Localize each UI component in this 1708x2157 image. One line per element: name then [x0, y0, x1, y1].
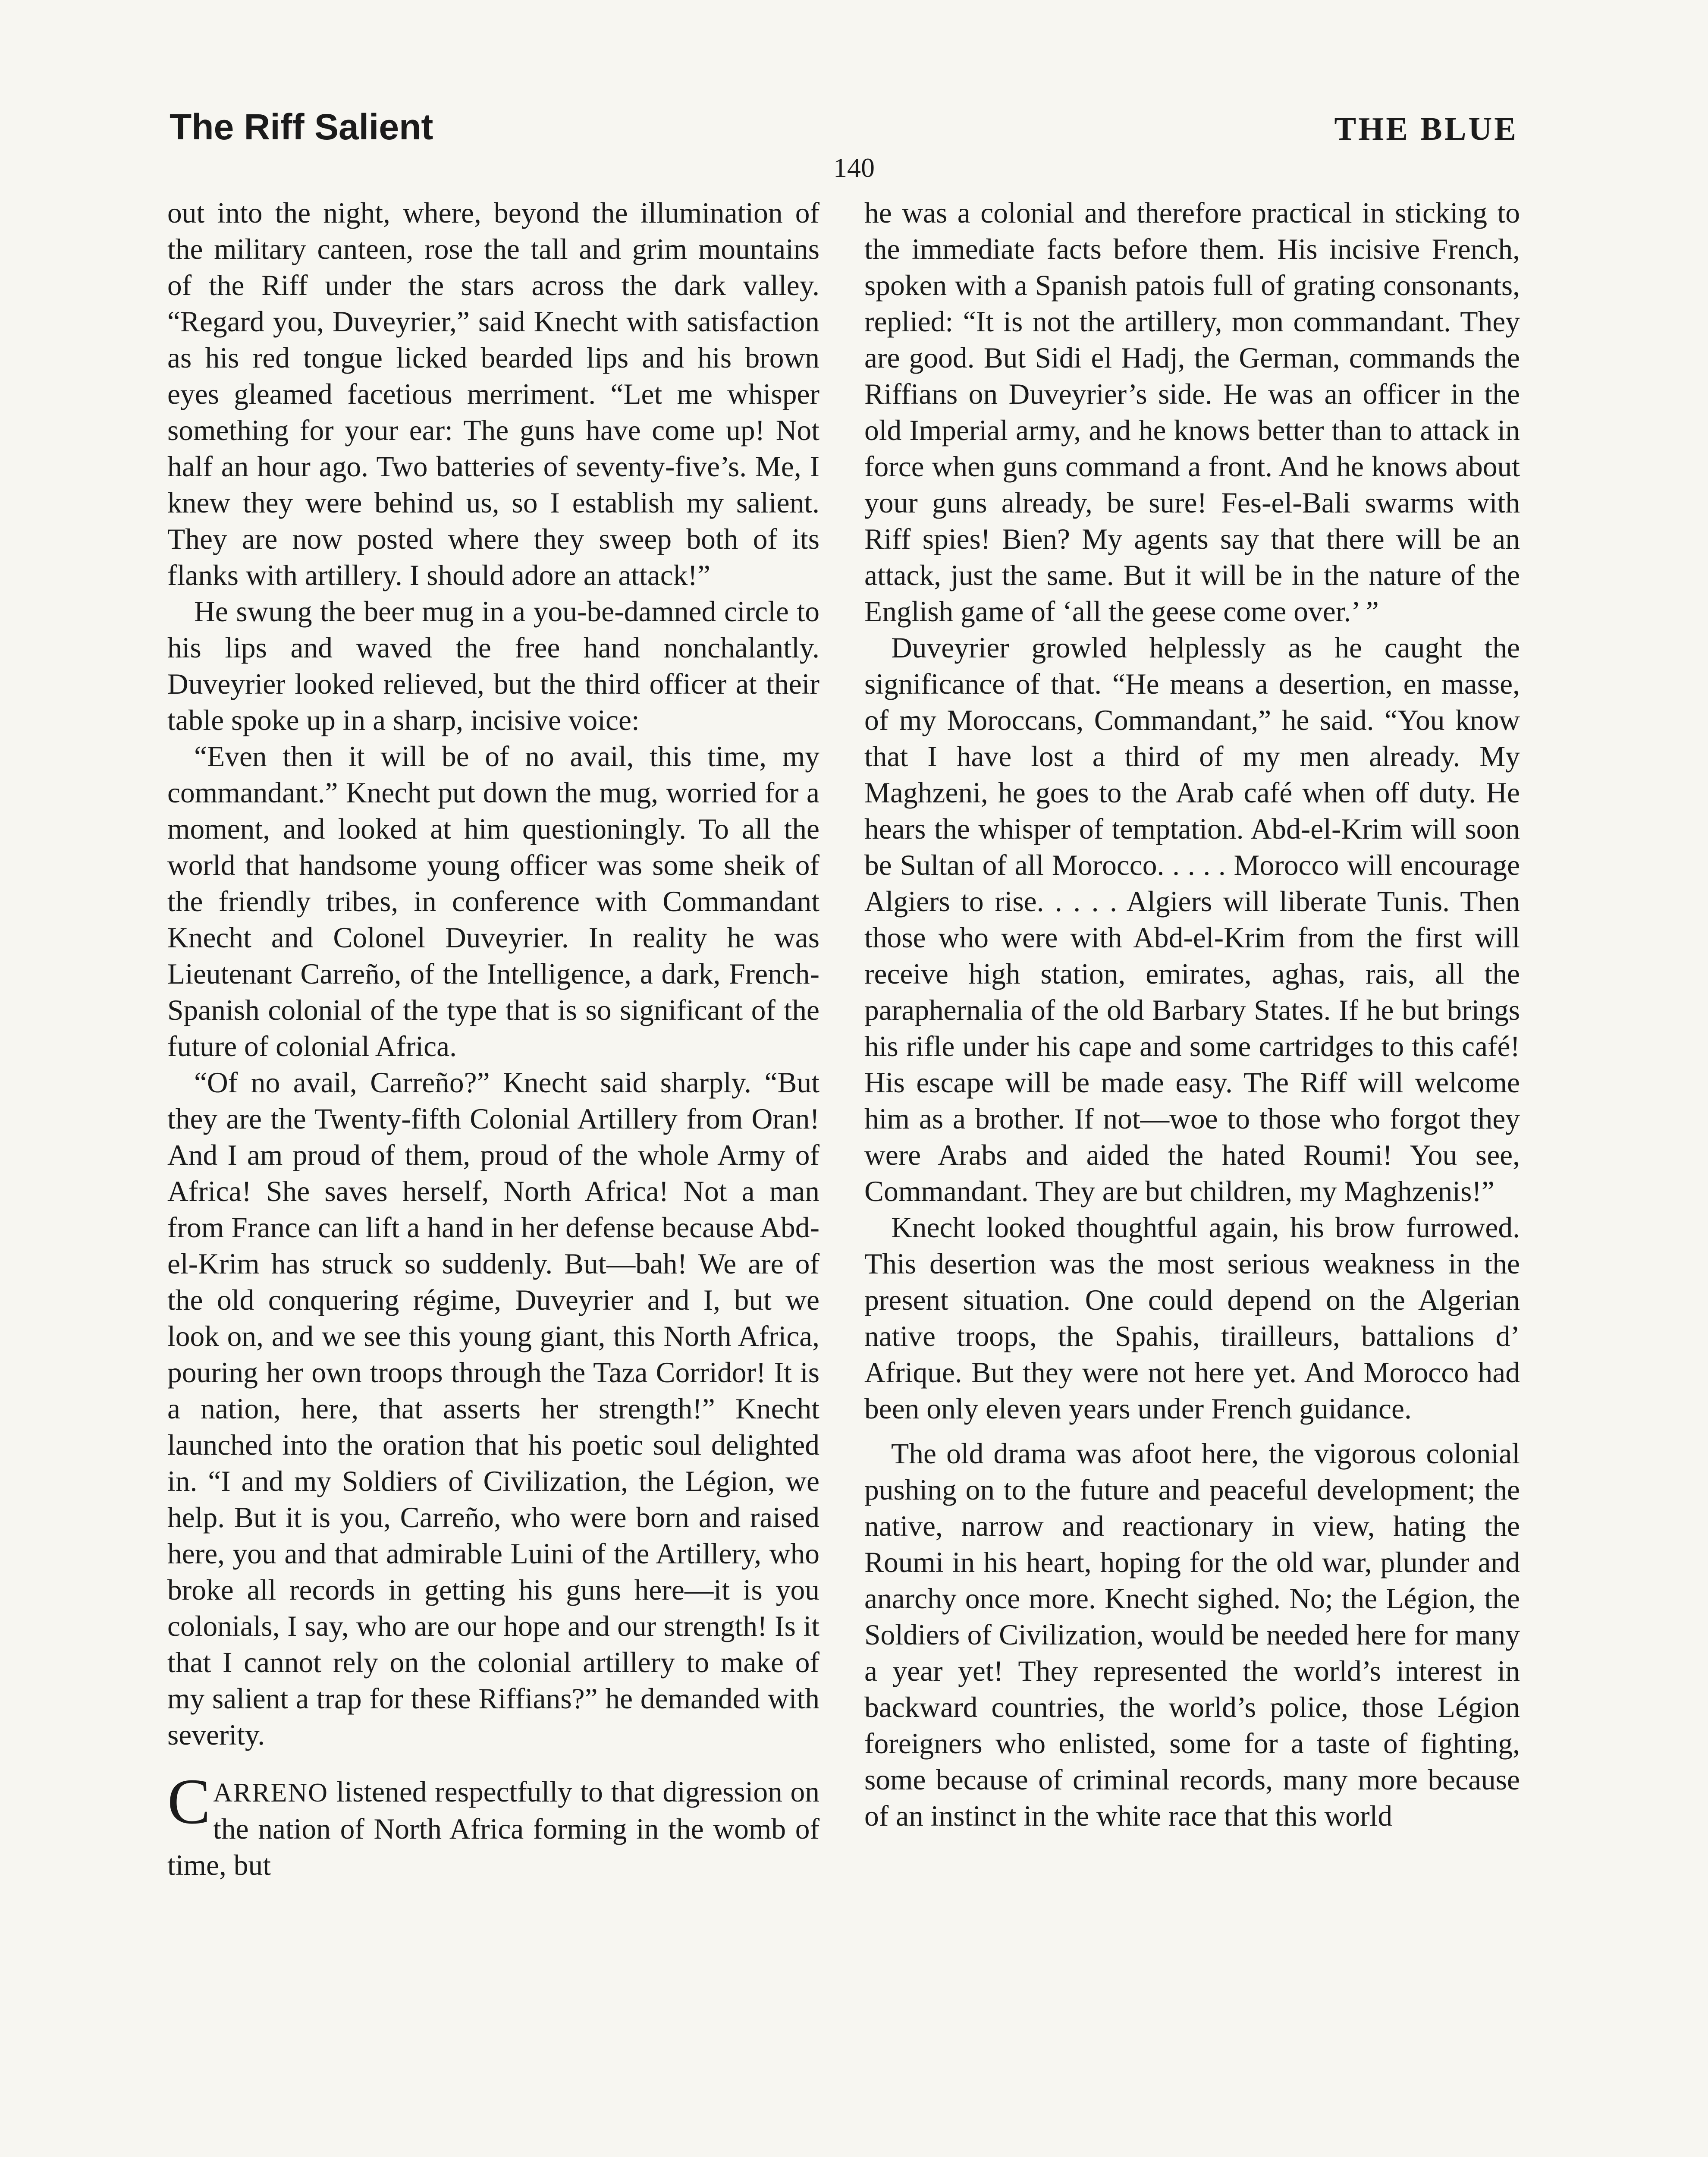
- dropcap-lead-word: ARRENO: [213, 1778, 328, 1808]
- paragraph: The old drama was afoot here, the vigorous colonial pushing on to the future and peaceful development; the native, narrow and reactionary in view, hating the Roumi in his heart, hoping for the old war, plunder and anarchy once more. Knecht sighed. No; the Légion, the Soldiers of Civilization, would be needed here for many a year yet! They represented the world’s interest in backward countries, the world’s police, those Légion foreigners who enlisted, some for a taste of fighting, some because of criminal records, many more because of an instinct in the white race that this world: [864, 1437, 1520, 1832]
- paragraph: he was a colonial and therefore practical in sticking to the immediate facts before them. His incisive French, spoken with a Spanish patois full of grating consonants, replied: “It is not the artillery, mon commandant. They are good. But Sidi el Hadj, the German, commands the Riffians on Duveyrier’s side. He was an officer in the old Imperial army, and he knows better than to attack in force when guns command a front. And he knows about your guns already, be sure! Fes-el-Bali swarms with Riff spies! Bien? My agents say that there will be an attack, just the same. But it will be in the nature of the English game of ‘all the geese come over.’ ”: [864, 197, 1520, 628]
- running-head-title: The Riff Salient: [170, 107, 433, 147]
- paragraph: He swung the beer mug in a you-be-damned circle to his lips and waved the free hand nonchalantly. Duveyrier looked relieved, but the third officer at their table spoke up in a sharp, incisive voice:: [167, 595, 819, 736]
- page-number: 140: [833, 152, 875, 183]
- paragraph: “Of no avail, Carreño?” Knecht said sharply. “But they are the Twenty-fifth Colonial Artillery from Oran! And I am proud of them, proud of the whole Army of Africa! She saves herself, North Africa! Not a man from France can lift a hand in her defense because Abd-el-Krim has struck so suddenly. But—bah! We are of the old conquering régime, Duveyrier and I, but we look on, and we see this young giant, this North Africa, pouring her own troops through the Taza Corridor! It is a nation, here, that asserts her strength!” Knecht launched into the oration that his poetic soul delighted in. “I and my Soldiers of Civilization, the Légion, we help. But it is you, Carreño, who were born and raised here, you and that admirable Luini of the Artillery, who broke all records in getting his guns here—it is you colonials, I say, who are our hope and our strength! Is it that I cannot rely on the colonial artillery to make of my salient a trap for these Riffians?” he demanded with severity.: [167, 1066, 819, 1751]
- paragraph: Duveyrier growled helplessly as he caught the significance of that. “He means a desertion, en masse, of my Moroccans, Commandant,” he said. “You know that I have lost a third of my men already. My Maghzeni, he goes to the Arab café when off duty. He hears the whisper of temptation. Abd-el-Krim will soon be Sultan of all Morocco. . . . . Morocco will encourage Algiers to rise. . . . . Algiers will liberate Tunis. Then those who were with Abd-el-Krim from the first will receive high station, emirates, aghas, rais, all the paraphernalia of the old Barbary States. If he but brings his rifle under his cape and some cartridges to this café! His escape will be made easy. The Riff will welcome him as a brother. If not—woe to those who forgot they were Arabs and aided the hated Roumi! You see, Commandant. They are but children, my Maghzenis!”: [864, 632, 1520, 1207]
- dropcap-paragraph-text: listened respectfully to that digression on the nation of North Africa forming in the womb of time, but: [167, 1776, 819, 1881]
- running-head-magazine: THE BLUE: [1334, 111, 1518, 147]
- left-column: [167, 195, 819, 1883]
- paragraph: out into the night, where, beyond the illumination of the military canteen, rose the tall and grim mountains of the Riff under the stars across the dark valley. “Regard you, Duveyrier,” said Knecht with satisfaction as his red tongue licked bearded lips and his brown eyes gleamed facetious merriment. “Let me whisper something for your ear: The guns have come up! Not half an hour ago. Two batteries of seventy-five’s. Me, I knew they were behind us, so I establish my salient. They are now posted where they sweep both of its flanks with artillery. I should adore an attack!”: [167, 197, 819, 591]
- drop-cap-initial: C: [167, 1766, 211, 1837]
- dropcap-paragraph: [167, 1766, 819, 1883]
- paragraph: “Even then it will be of no avail, this time, my commandant.” Knecht put down the mug, worried for a moment, and looked at him questioningly. To all the world that handsome young officer was some sheik of the friendly tribes, in conference with Commandant Knecht and Colonel Duveyrier. In reality he was Lieutenant Carreño, of the Intelligence, a dark, French-Spanish colonial of the type that is so significant of the future of colonial Africa.: [167, 740, 819, 1063]
- paragraph: Knecht looked thoughtful again, his brow furrowed. This desertion was the most serious weakness in the present situation. One could depend on the Algerian native troops, the Spahis, tirailleurs, battalions d’ Afrique. But they were not here yet. And Morocco had been only eleven years under French guidance.: [864, 1211, 1520, 1425]
- right-column: [864, 195, 1520, 1834]
